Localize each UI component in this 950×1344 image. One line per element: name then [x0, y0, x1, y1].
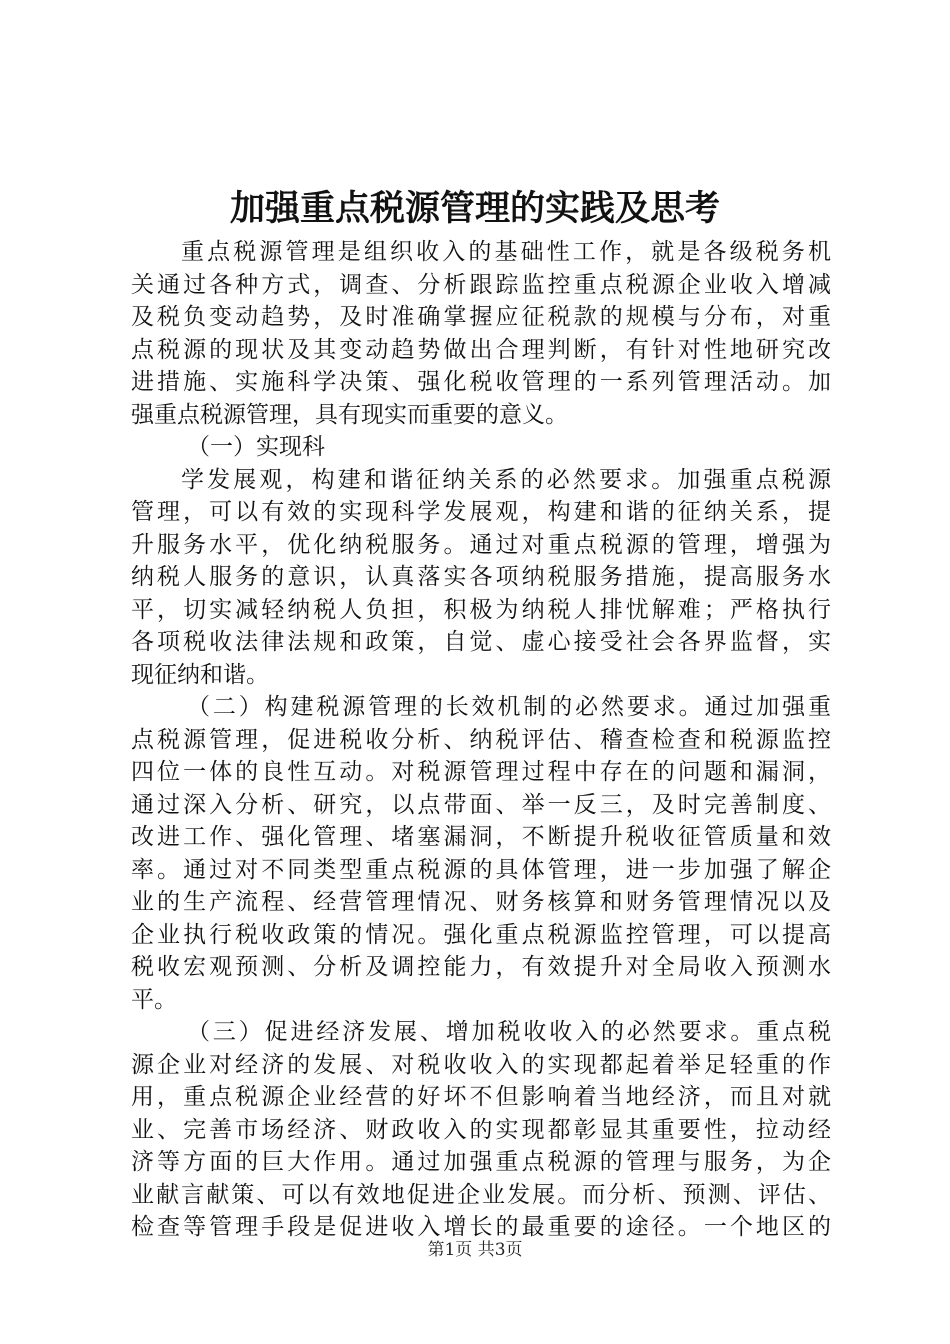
text-line: 源企业对经济的发展、对税收收入的实现都起着举足轻重的作: [131, 1051, 831, 1078]
document-title: 加强重点税源管理的实践及思考: [229, 188, 720, 229]
text-line: 关通过各种方式，调查、分析跟踪监控重点税源企业收入增减: [131, 271, 831, 298]
text-line: 点税源管理，促进税收分析、纳税评估、稽查检查和税源监控: [131, 726, 831, 753]
text-line: 平。: [131, 986, 177, 1013]
text-line: 率。通过对不同类型重点税源的具体管理，进一步加强了解企: [131, 856, 831, 883]
section-heading: （一）实现科: [187, 434, 325, 460]
text-line: 及税负变动趋势，及时准确掌握应征税款的规模与分布，对重: [131, 304, 831, 330]
text-line: 通过深入分析、研究，以点带面、举一反三，及时完善制度、: [131, 791, 831, 818]
text-line: 各项税收法律法规和政策，自觉、虚心接受社会各界监督，实: [131, 629, 831, 655]
text-line: 税收宏观预测、分析及调控能力，有效提升对全局收入预测水: [131, 954, 831, 980]
text-line: 学发展观，构建和谐征纳关系的必然要求。加强重点税源: [181, 466, 831, 493]
text-line: 业的生产流程、经营管理情况、财务核算和财务管理情况以及: [131, 889, 831, 915]
text-line: 检查等管理手段是促进收入增长的最重要的途径。一个地区的: [131, 1214, 831, 1240]
text-line: 四位一体的良性互动。对税源管理过程中存在的问题和漏洞，: [131, 759, 831, 785]
text-line: （三）促进经济发展、增加税收收入的必然要求。重点税: [187, 1019, 831, 1045]
text-line: （二）构建税源管理的长效机制的必然要求。通过加强重: [187, 694, 831, 720]
text-line: 现征纳和谐。: [131, 661, 269, 688]
page-number-footer: 第1页 共3页: [427, 1240, 523, 1260]
text-line: 改进工作、强化管理、堵塞漏洞，不断提升税收征管质量和效: [131, 824, 831, 850]
text-line: 强重点税源管理，具有现实而重要的意义。: [131, 401, 568, 428]
text-line: 升服务水平，优化纳税服务。通过对重点税源的管理，增强为: [131, 531, 831, 558]
text-line: 业献言献策、可以有效地促进企业发展。而分析、预测、评估、: [131, 1181, 831, 1208]
text-line: 纳税人服务的意识，认真落实各项纳税服务措施，提高服务水: [131, 564, 831, 590]
text-line: 点税源的现状及其变动趋势做出合理判断，有针对性地研究改: [131, 336, 831, 363]
document-body: [131, 236, 831, 1244]
text-line: 重点税源管理是组织收入的基础性工作，就是各级税务机: [181, 239, 831, 265]
text-line: 管理，可以有效的实现科学发展观，构建和谐的征纳关系，提: [131, 499, 831, 525]
text-line: 业、完善市场经济、财政收入的实现都彰显其重要性，拉动经: [131, 1116, 831, 1143]
text-line: 济等方面的巨大作用。通过加强重点税源的管理与服务，为企: [131, 1149, 831, 1175]
text-line: 进措施、实施科学决策、强化税收管理的一系列管理活动。加: [131, 369, 831, 395]
text-line: 平，切实减轻纳税人负担，积极为纳税人排忧解难；严格执行: [131, 596, 831, 623]
text-line: 企业执行税收政策的情况。强化重点税源监控管理，可以提高: [131, 921, 831, 948]
text-line: 用，重点税源企业经营的好坏不但影响着当地经济，而且对就: [131, 1084, 831, 1110]
